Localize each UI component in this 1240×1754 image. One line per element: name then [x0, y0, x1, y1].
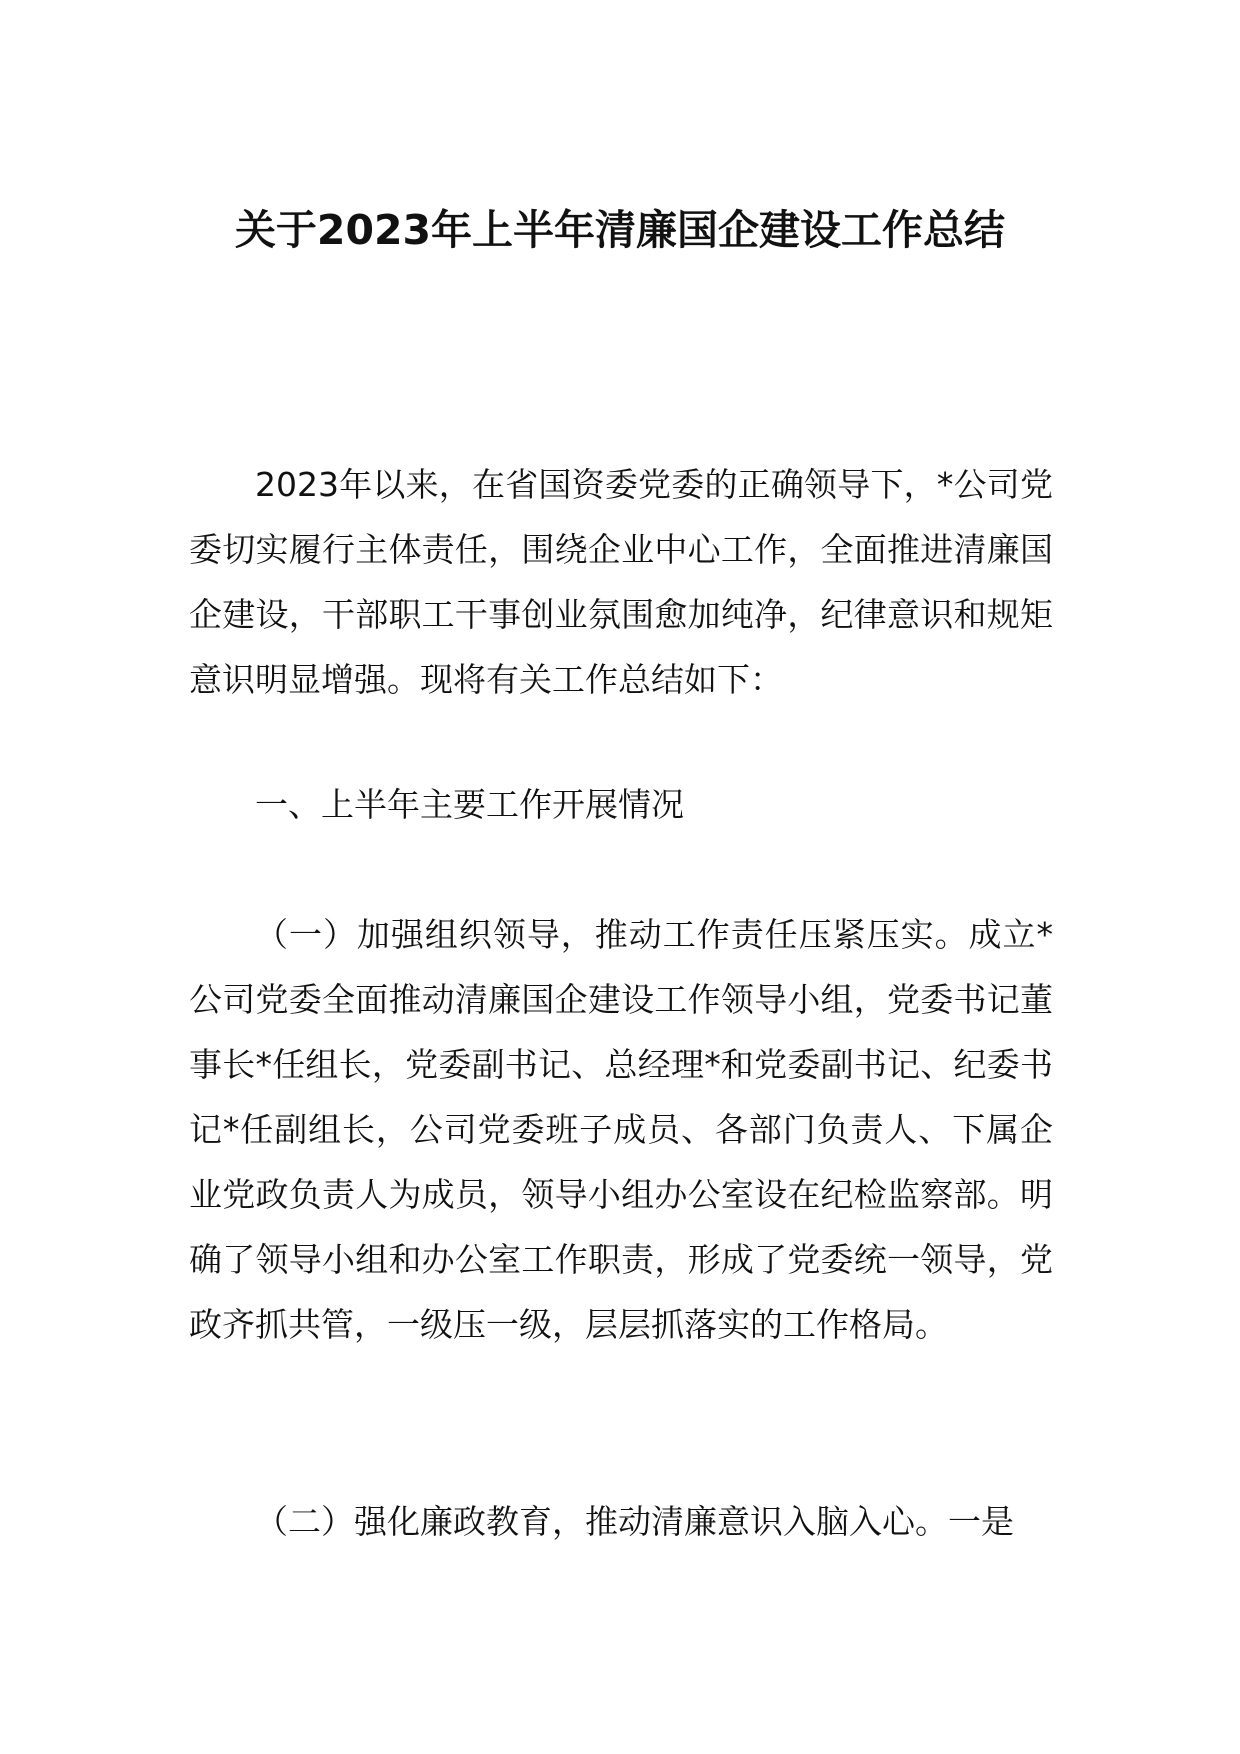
- subsection-paragraph: （二）强化廉政教育，推动清廉意识入脑入心。一是: [255, 1502, 1014, 1541]
- subsection-paragraph: （一）加强组织领导，推动工作责任压紧压实。成立*公司党委全面推动清廉国企建设工作领导小组，党委书记董事长*任组长，党委副书记、总经理*和党委副书记、纪委书记*任副组长，公司党委班子成员、各部门负责人、下属企业党政负责人为成员，领导小组办公室设在纪检监察部。明确了领导小组和办公室工作职责，形成了党委统一领导，党政齐抓共管，一级压一级，层层抓落实的工作格局。: [189, 915, 1053, 1344]
- document-title: 关于2023年上半年清廉国企建设工作总结: [234, 206, 1006, 254]
- section-heading: 一、上半年主要工作开展情况: [255, 785, 684, 824]
- intro-paragraph: 2023年以来，在省国资委党委的正确领导下，*公司党委切实履行主体责任，围绕企业中心工作，全面推进清廉国企建设，干部职工干事创业氛围愈加纯净，纪律意识和规矩意识明显增强。现将有关工作总结如下：: [189, 465, 1053, 699]
